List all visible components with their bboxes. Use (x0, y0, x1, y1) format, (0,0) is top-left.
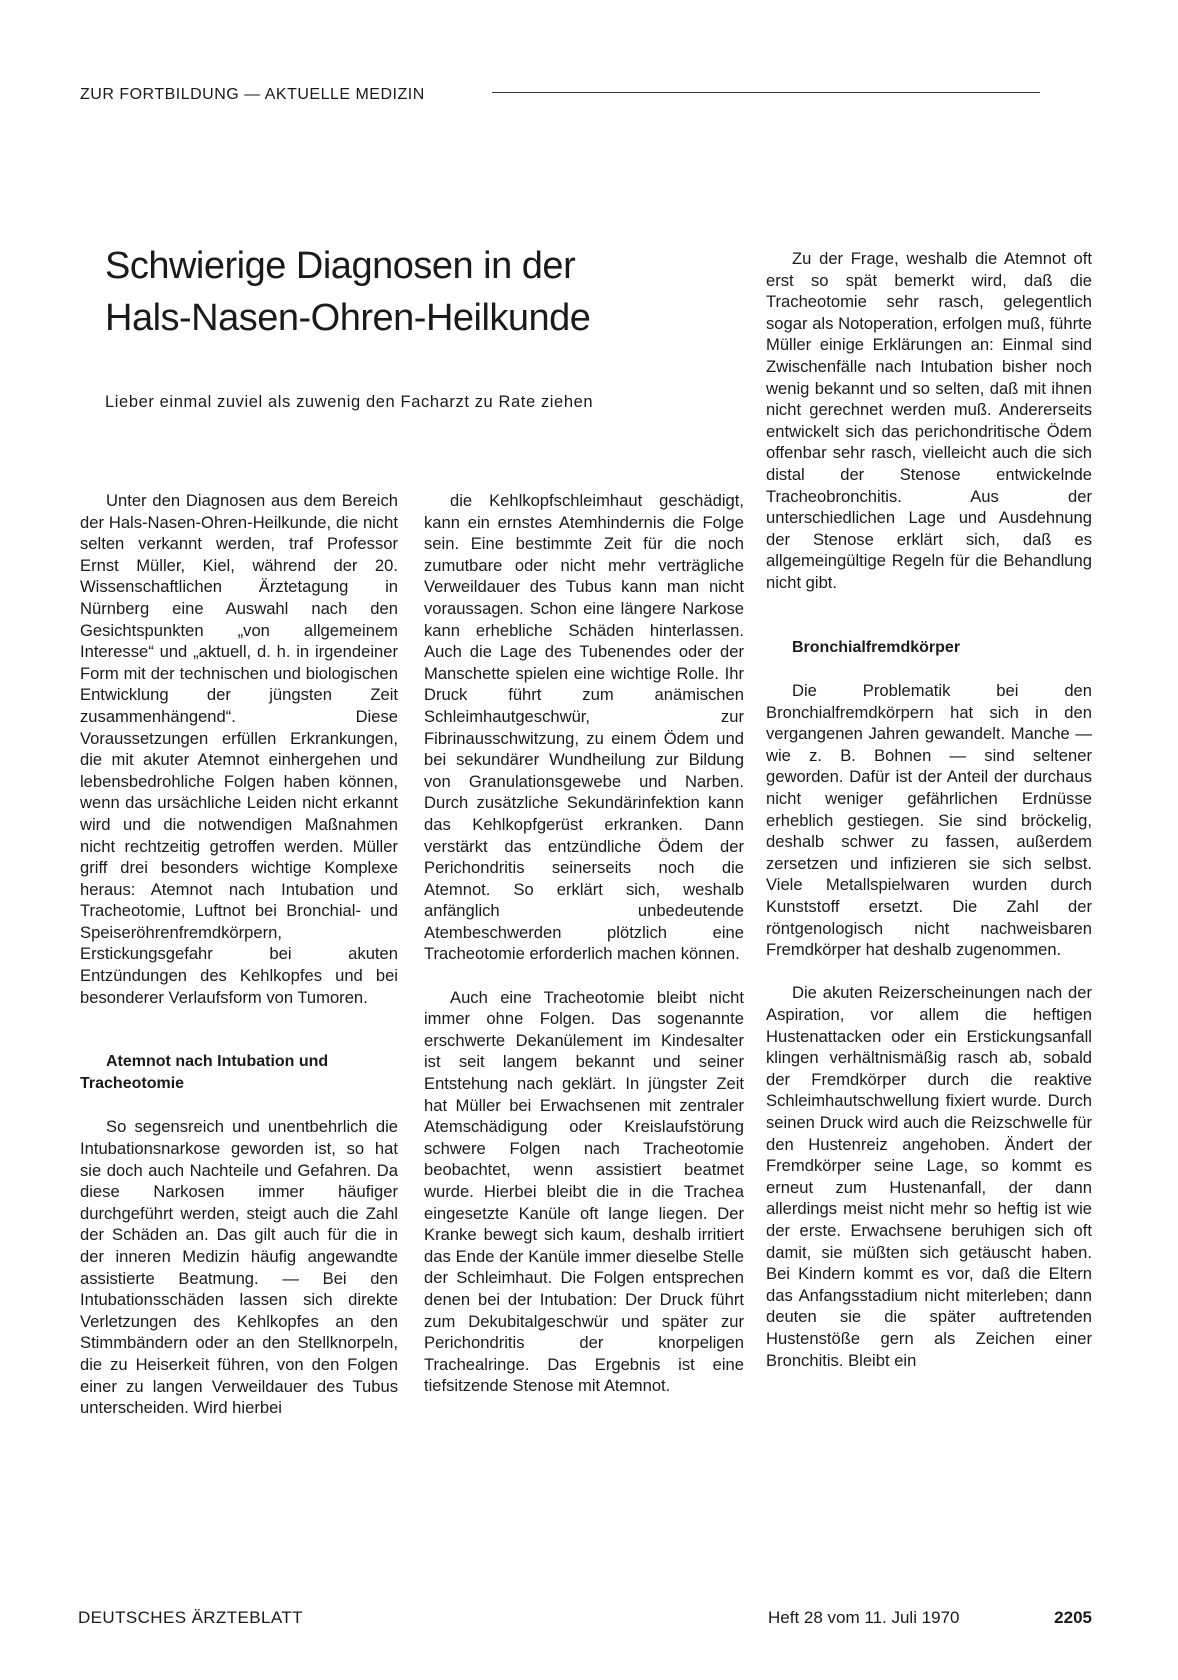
article-title (105, 240, 725, 344)
paragraph: Unter den Diagnosen aus dem Bereich der Hals-Nasen-Ohren-Heilkunde, die nicht selten verkannt werden, traf Professor Ernst Müller, Kiel, während der 20. Wissenschaftlichen Ärztetagung in Nürnberg eine Auswahl nach den Gesichtspunkten „von allgemeinem Interesse“ und „aktuell, d. h. in irgendeiner Form mit der technischen und biologischen Entwicklung der jüngsten Zeit zusammenhängend“. Diese Voraussetzungen erfüllen Erkrankungen, die mit akuter Atemnot einhergehen und lebensbedrohliche Folgen haben können, wenn das ursächliche Leiden nicht erkannt wird und die notwendigen Maßnahmen nicht rechtzeitig getroffen werden. Müller griff drei besonders wichtige Komplexe heraus: Atemnot nach Intubation und Tracheotomie, Luftnot bei Bronchial- und Speiseröhrenfremdkörpern, Erstickungsgefahr bei akuten Entzündungen des Kehlkopfes und bei besonderer Verlaufsform von Tumoren. (80, 491, 398, 1007)
article-title-line-1: Schwierige Diagnosen in der (105, 245, 576, 287)
spacer (80, 1094, 398, 1116)
page-number: 2205 (1054, 1608, 1092, 1627)
spacer (80, 1008, 398, 1051)
paragraph: So segensreich und unentbehrlich die Intubationsnarkose geworden ist, so hat sie doch auch Nachteile und Gefahren. Da diese Narkosen immer häufiger durchgeführt werden, steigt auch die Zahl der Schäden an. Das gilt auch für die in der inneren Medizin häufig angewandte assistierte Beatmung. — Bei den Intubationsschäden lassen sich direkte Verletzungen des Kehlkopfes an den Stimmbändern oder an den Stellknorpeln, die zu Heiserkeit führen, von den Folgen einer zu langen Verweildauer des Tubus unterscheiden. Wird hierbei (80, 1117, 398, 1418)
issue-info: Heft 28 vom 11. Juli 1970 (768, 1608, 960, 1627)
article-title-line-2: Hals-Nasen-Ohren-Heilkunde (105, 297, 591, 339)
text-column-3 (766, 248, 1092, 1371)
paragraph: Die akuten Reizerscheinungen nach der Aspiration, vor allem die heftigen Hustenattacken oder ein Erstickungsanfall klingen verhältnismäßig rasch ab, sobald der Fremdkörper durch die reaktive Schleimhautschwellung fixiert wurde. Durch seinen Druck wird auch die Reizschwelle für den Hustenreiz angehoben. Ändert der Fremdkörper seine Lage, so kommt es erneut zum Hustenanfall, der dann allerdings meist nicht mehr so heftig ist wie der erste. Erwachsene beruhigen sich oft damit, sie müßten sich getäuscht haben. Bei Kindern kommt es vor, daß die Eltern das Anfangsstadium nicht miterleben; dann deuten sie die später auftretenden Hustenstöße gern als Zeichen einer Bronchitis. Bleibt ein (766, 983, 1092, 1370)
section-heading: Bronchialfremdkörper (792, 638, 961, 656)
text-column-1 (80, 490, 398, 1419)
section-heading: Atemnot nach Intubation und Tracheotomie (80, 1053, 329, 1092)
paragraph: Zu der Frage, weshalb die Atemnot oft erst so spät bemerkt wird, daß die Tracheotomie sehr rasch, gelegentlich sogar als Notoperation, erfolgen muß, führte Müller einige Erklärungen an: Einmal sind Zwischenfälle nach Intubation bisher noch wenig bekannt und so selten, daß mit ihnen nicht gerechnet werden muß. Andererseits entwickelt sich das perichondritische Ödem offenbar sehr rasch, vielleicht auch die sich distal der Stenose entwickelnde Tracheobronchitis. Aus der unterschiedlichen Lage und Ausdehnung der Stenose erklärt sich, daß es allgemeingültige Regeln für die Behandlung nicht gibt. (766, 249, 1092, 592)
paragraph: Auch eine Tracheotomie bleibt nicht immer ohne Folgen. Das sogenannte erschwerte Dekanülement im Kindesalter ist seit langem bekannt und seiner Entstehung nach geklärt. In jüngster Zeit hat Müller bei Erwachsenen mit zentraler Atemschädigung oder Kreislaufstörung schwere Folgen nach Tracheotomie beobachtet, wenn assistiert beatmet wurde. Hierbei bleibt die in die Trachea eingesetzte Kanüle oft lange liegen. Der Kranke bewegt sich kaum, deshalb irritiert das Ende der Kanüle immer dieselbe Stelle der Schleimhaut. Die Folgen entsprechen denen bei der Intubation: Der Druck führt zum Dekubitalgeschwür und später zur Perichondritis der knorpeligen Trachealringe. Das Ergebnis ist eine tiefsitzende Stenose mit Atemnot. (424, 987, 744, 1396)
journal-name: DEUTSCHES ÄRZTEBLATT (78, 1608, 303, 1627)
running-header (80, 86, 1040, 108)
article-subtitle: Lieber einmal zuviel als zuwenig den Facharzt zu Rate ziehen (105, 393, 594, 411)
page-footer (78, 1608, 1092, 1632)
section-label: ZUR FORTBILDUNG — AKTUELLE MEDIZIN (80, 86, 425, 103)
spacer (766, 594, 1092, 637)
header-rule (492, 92, 1040, 93)
paragraph: die Kehlkopfschleimhaut geschädigt, kann ein ernstes Atemhindernis die Folge sein. Eine bestimmte Zeit für die noch zumutbare oder nicht mehr verträgliche Verweildauer des Tubus kann man nicht voraussagen. Schon eine längere Narkose kann erhebliche Schäden hinterlassen. Auch die Lage des Tubenendes oder der Manschette spielen eine wichtige Rolle. Ihr Druck führt zum anämischen Schleimhautgeschwür, zur Fibrinausschwitzung, zu einem Ödem und bei sekundärer Wundheilung zur Bildung von Granulationsgewebe und Narben. Durch zusätzliche Sekundärinfektion kann das Kehlkopfgerüst erkranken. Dann verstärkt das entzündliche Ödem der Perichondritis seinerseits noch die Atemnot. So erklärt sich, weshalb anfänglich unbedeutende Atembeschwerden plötzlich eine Tracheotomie erforderlich machen können. (424, 491, 744, 964)
paragraph: Die Problematik bei den Bronchialfremdkörpern hat sich in den vergangenen Jahren gewandelt. Manche — wie z. B. Bohnen — sind seltener geworden. Dafür ist der Anteil der durchaus nicht weniger gefährlichen Erdnüsse erheblich gestiegen. Sie sind bröckelig, deshalb schwer zu fassen, außerdem zersetzen und infizieren sie sich selbst. Viele Metallspielwaren wurden durch Kunststoff ersetzt. Die Zahl der röntgenologisch nicht nachweisbaren Fremdkörper hat deshalb zugenommen. (766, 681, 1092, 960)
text-column-2 (424, 490, 744, 1397)
spacer (766, 658, 1092, 680)
